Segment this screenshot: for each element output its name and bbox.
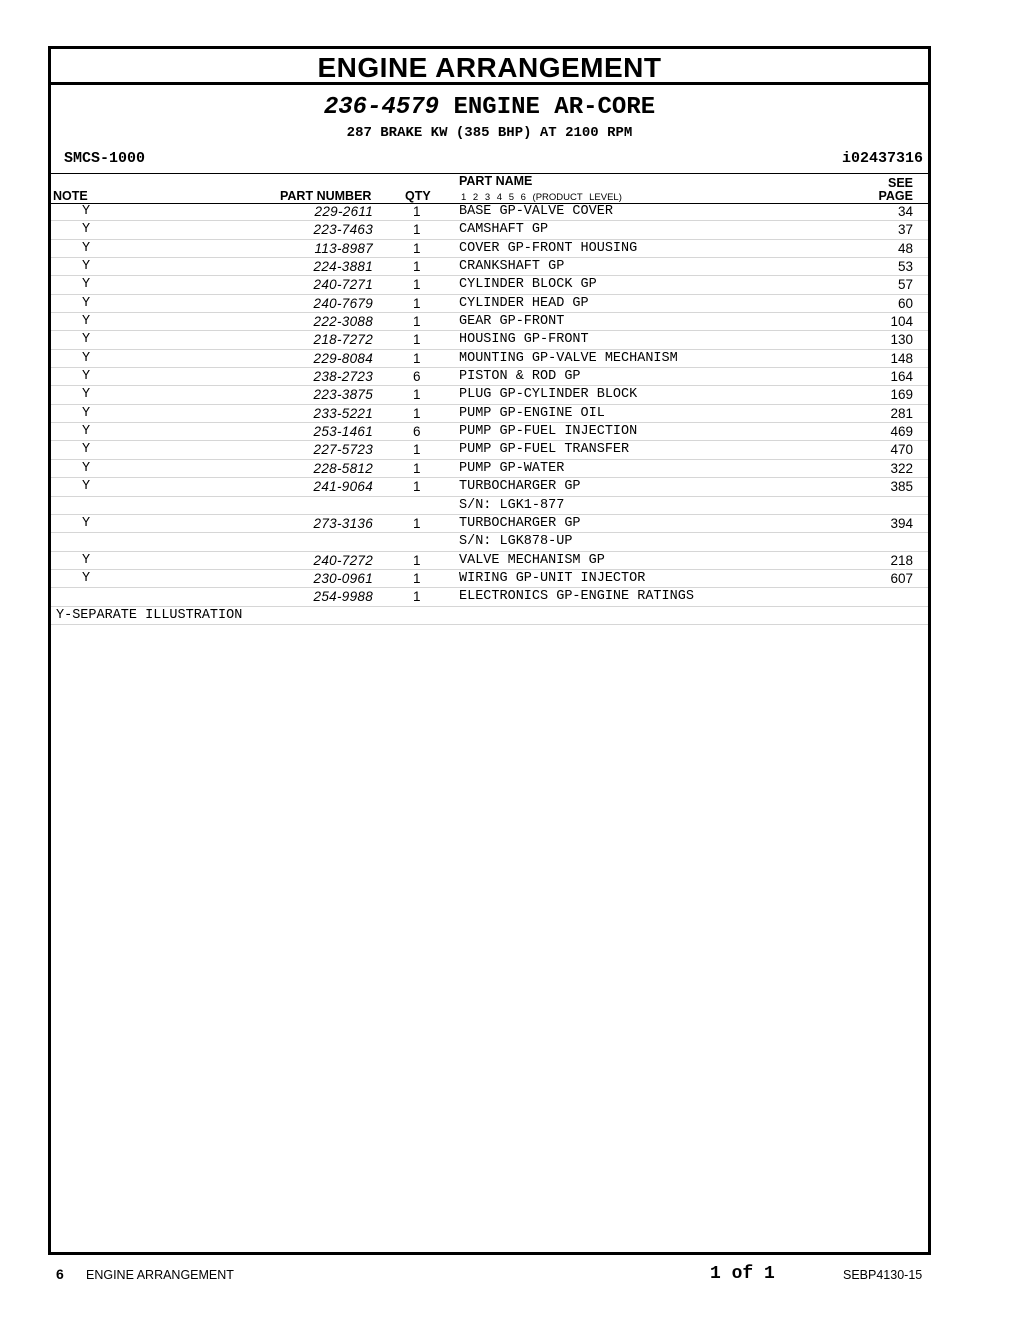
qty-cell: 1 (413, 295, 421, 311)
table-row (51, 515, 928, 533)
table-row (51, 441, 928, 459)
part-name-cell: TURBOCHARGER GP (459, 515, 581, 531)
note-cell: Y (82, 387, 91, 403)
note-cell: Y (82, 222, 91, 238)
see-page-cell: 322 (890, 460, 913, 476)
qty-cell: 1 (413, 332, 421, 348)
note-cell: Y (82, 552, 91, 568)
part-name-cell: S/N: LGK878-UP (459, 534, 573, 550)
note-cell: Y (82, 405, 91, 421)
see-page-cell: 130 (890, 332, 913, 348)
see-page-cell: 394 (890, 515, 913, 531)
see-page-cell: 57 (897, 277, 913, 293)
table-row (51, 350, 928, 368)
part-number-cell: 233-5221 (313, 405, 373, 421)
assembly-name: ENGINE AR-CORE (453, 94, 656, 121)
see-page-cell: 169 (890, 387, 913, 403)
part-name-cell: MOUNTING GP-VALVE MECHANISM (459, 350, 678, 366)
note-cell: Y (82, 515, 91, 531)
part-number-cell: 273-3136 (313, 515, 373, 531)
qty-cell: 1 (413, 350, 421, 366)
qty-cell: 1 (413, 240, 421, 256)
table-row (51, 313, 928, 331)
part-number-cell: 222-3088 (313, 314, 373, 330)
part-number-cell: 113-8987 (314, 240, 373, 256)
note-cell: Y (82, 350, 91, 366)
part-name-cell: TURBOCHARGER GP (459, 479, 581, 495)
table-row (51, 497, 928, 515)
see-page-cell: 470 (890, 442, 913, 458)
qty-cell: 1 (413, 387, 421, 403)
table-row (51, 240, 928, 258)
part-name-cell: S/N: LGK1-877 (459, 497, 565, 513)
part-name-cell: ELECTRONICS GP-ENGINE RATINGS (459, 589, 694, 605)
part-number-cell: 228-5812 (313, 460, 373, 476)
table-row (51, 533, 928, 551)
part-number-cell: 229-8084 (313, 350, 373, 366)
qty-cell: 6 (413, 369, 421, 385)
table-row (51, 258, 928, 276)
qty-cell: 6 (413, 424, 421, 440)
assembly-part-number: 236-4579 (323, 94, 440, 121)
part-name-cell: PUMP GP-ENGINE OIL (459, 405, 605, 421)
note-cell: Y (82, 204, 91, 219)
table-row (51, 386, 928, 404)
note-cell: Y (82, 295, 91, 311)
qty-cell: 1 (413, 314, 421, 330)
note-cell: Y (82, 570, 91, 586)
part-name-cell: PUMP GP-WATER (459, 460, 565, 476)
note-cell: Y (82, 332, 91, 348)
qty-cell: 1 (413, 552, 421, 568)
part-number-cell: 238-2723 (313, 369, 373, 385)
part-name-cell: BASE GP-VALVE COVER (459, 204, 613, 219)
note-cell: Y (82, 259, 91, 275)
column-header-qty: QTY (405, 189, 431, 203)
see-page-cell: 164 (890, 369, 913, 385)
part-number-cell: 254-9988 (313, 589, 373, 605)
see-page-cell: 104 (890, 314, 913, 330)
note-cell: Y (82, 240, 91, 256)
table-row (51, 295, 928, 313)
page-title: ENGINE ARRANGEMENT (51, 49, 928, 85)
qty-cell: 1 (413, 589, 421, 605)
see-page-cell: 60 (897, 295, 913, 311)
see-page-cell: 34 (897, 204, 913, 219)
see-page-cell: 148 (890, 350, 913, 366)
qty-cell: 1 (413, 515, 421, 531)
qty-cell: 1 (413, 259, 421, 275)
part-name-cell: HOUSING GP-FRONT (459, 332, 589, 348)
footer-document-id: SEBP4130-15 (843, 1268, 923, 1282)
page-frame (48, 46, 931, 1255)
table-row (51, 478, 928, 496)
part-name-cell: CRANKSHAFT GP (459, 259, 565, 275)
note-cell: Y (82, 424, 91, 440)
column-header-note: NOTE (53, 189, 88, 203)
part-name-cell: CAMSHAFT GP (459, 222, 549, 238)
table-row (51, 203, 928, 221)
footer-page-of: 1 of 1 (710, 1264, 775, 1284)
part-name-cell: PISTON & ROD GP (459, 369, 581, 385)
column-header-part-number: PART NUMBER (280, 189, 372, 203)
qty-cell: 1 (413, 442, 421, 458)
table-row (51, 331, 928, 349)
see-page-cell: 218 (890, 552, 913, 568)
part-number-cell: 223-7463 (313, 222, 373, 238)
table-row (51, 405, 928, 423)
qty-cell: 1 (413, 204, 421, 219)
part-number-cell: 224-3881 (313, 259, 373, 275)
qty-cell: 1 (413, 222, 421, 238)
part-number-cell: 253-1461 (313, 424, 373, 440)
footer-page-number: 6 (56, 1266, 64, 1282)
part-name-cell: WIRING GP-UNIT INJECTOR (459, 570, 646, 586)
part-name-cell: PUMP GP-FUEL INJECTION (459, 424, 638, 440)
see-page-cell: 607 (890, 570, 913, 586)
table-row (51, 423, 928, 441)
part-name-cell: GEAR GP-FRONT (459, 314, 565, 330)
see-page-cell: 385 (890, 479, 913, 495)
table-row (51, 221, 928, 239)
part-number-cell: 218-7272 (313, 332, 373, 348)
table-row (51, 460, 928, 478)
qty-cell: 1 (413, 479, 421, 495)
see-page-cell: 37 (897, 222, 913, 238)
part-name-cell: CYLINDER BLOCK GP (459, 277, 597, 293)
part-name-cell: CYLINDER HEAD GP (459, 295, 589, 311)
column-header-see: SEE (887, 176, 913, 190)
legend-note: Y-SEPARATE ILLUSTRATION (51, 607, 928, 625)
column-header-part-name: PART NAME (459, 174, 533, 188)
footer-section-title: ENGINE ARRANGEMENT (86, 1268, 234, 1282)
product-level-legend: 1 2 3 4 5 6 (PRODUCT LEVEL) (461, 192, 622, 203)
see-page-cell: 53 (897, 259, 913, 275)
smcs-code: SMCS-1000 (64, 150, 146, 167)
table-row (51, 368, 928, 386)
note-cell: Y (82, 277, 91, 293)
qty-cell: 1 (413, 277, 421, 293)
see-page-cell: 48 (897, 240, 913, 256)
part-name-cell: PLUG GP-CYLINDER BLOCK (459, 387, 638, 403)
qty-cell: 1 (413, 570, 421, 586)
assembly-heading (51, 95, 928, 121)
part-number-cell: 240-7272 (313, 552, 373, 568)
part-number-cell: 227-5723 (313, 442, 373, 458)
part-number-cell: 240-7271 (313, 277, 373, 293)
part-name-cell: VALVE MECHANISM GP (459, 552, 605, 568)
table-row (51, 588, 928, 606)
column-header-page: PAGE (878, 189, 913, 203)
part-number-cell: 241-9064 (313, 479, 373, 495)
part-name-cell: COVER GP-FRONT HOUSING (459, 240, 638, 256)
part-name-cell: PUMP GP-FUEL TRANSFER (459, 442, 630, 458)
note-cell: Y (82, 460, 91, 476)
qty-cell: 1 (413, 460, 421, 476)
see-page-cell: 281 (890, 405, 913, 421)
note-cell: Y (82, 479, 91, 495)
table-row (51, 552, 928, 570)
illustration-id: i02437316 (841, 150, 923, 167)
note-cell: Y (82, 314, 91, 330)
part-number-cell: 230-0961 (313, 570, 373, 586)
table-row (51, 570, 928, 588)
qty-cell: 1 (413, 405, 421, 421)
table-row (51, 276, 928, 294)
part-number-cell: 240-7679 (313, 295, 373, 311)
parts-table (51, 203, 928, 625)
see-page-cell: 469 (890, 424, 913, 440)
engine-rating: 287 BRAKE KW (385 BHP) AT 2100 RPM (346, 125, 633, 141)
note-cell: Y (82, 442, 91, 458)
note-cell: Y (82, 369, 91, 385)
part-number-cell: 223-3875 (313, 387, 373, 403)
part-number-cell: 229-2611 (314, 204, 373, 219)
